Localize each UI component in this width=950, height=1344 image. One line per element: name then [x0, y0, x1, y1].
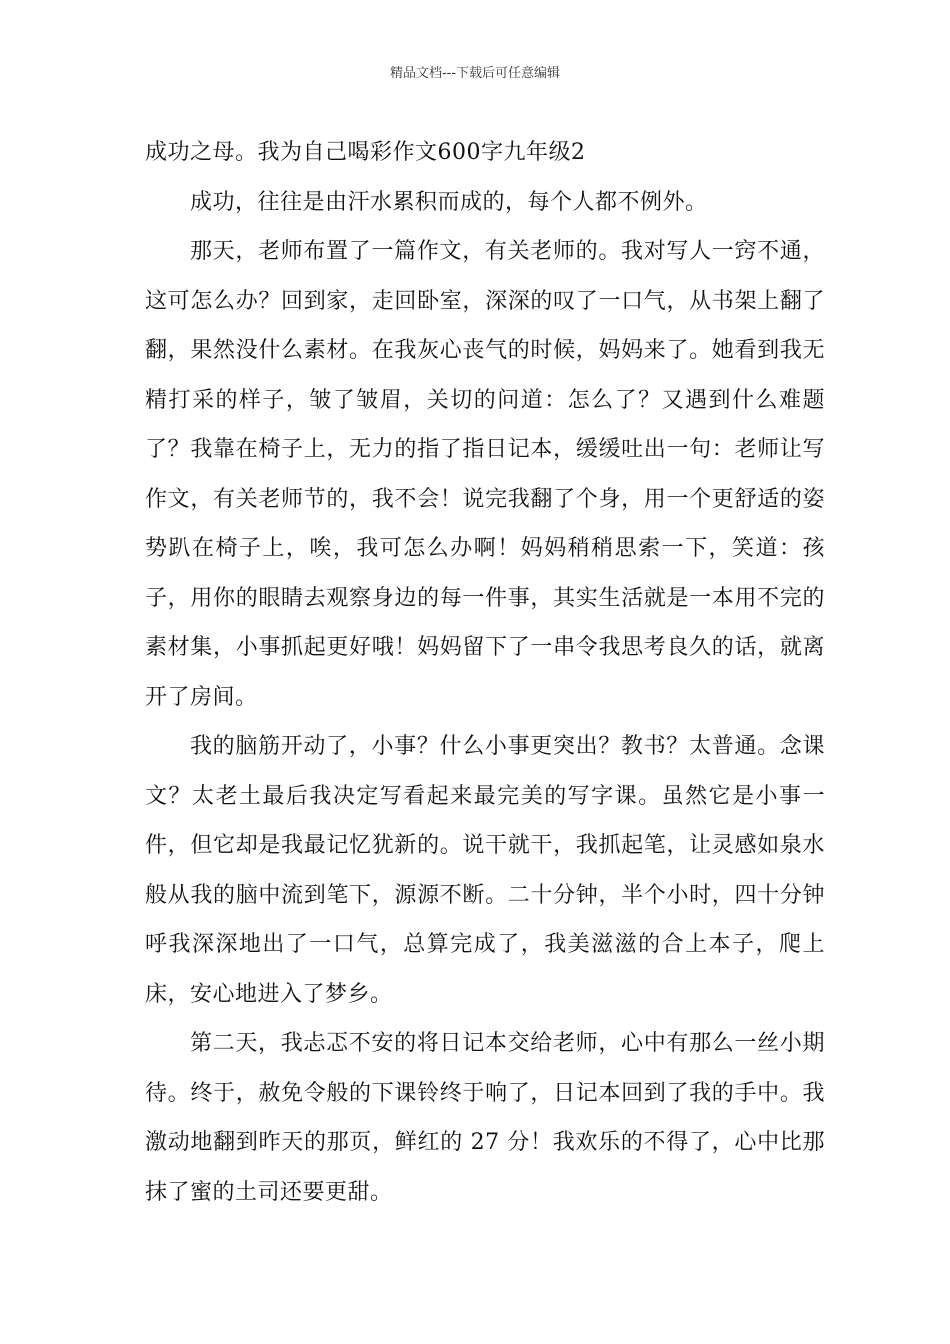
paragraph: 第二天，我忐忑不安的将日记本交给老师，心中有那么一丝小期待。终于，赦免令般的下课铃终于响了，日记本回到了我的手中。我激动地翻到昨天的那页，鲜红的 27 分！我欢乐的不得了，心中比那抹了蜜的土司还要更甜。 — [145, 1031, 825, 1205]
page-header: 精品文档---下载后可任意编辑 — [389, 66, 561, 81]
paragraph: 成功，往往是由汗水累积而成的，每个人都不例外。 — [190, 189, 708, 215]
document-body — [145, 128, 825, 1217]
paragraph: 我的脑筋开动了，小事？什么小事更突出？教书？太普通。念课文？太老土最后我决定写看起来最完美的写字课。虽然它是小事一件，但它却是我最记忆犹新的。说干就干，我抓起笔，让灵感如泉水般从我的脑中流到笔下，源源不断。二十分钟，半个小时，四十分钟呼我深深地出了一口气，总算完成了，我美滋滋的合上本子，爬上床，安心地进入了梦乡。 — [145, 734, 825, 1007]
paragraph: 那天，老师布置了一篇作文，有关老师的。我对写人一窍不通，这可怎么办？回到家，走回卧室，深深的叹了一口气，从书架上翻了翻，果然没什么素材。在我灰心丧气的时候，妈妈来了。她看到我无精打采的样子，皱了皱眉，关切的问道：怎么了？又遇到什么难题了？我靠在椅子上，无力的指了指日记本，缓缓吐出一句：老师让写作文，有关老师节的，我不会！说完我翻了个身，用一个更舒适的姿势趴在椅子上，唉，我可怎么办啊！妈妈稍稍思索一下，笑道：孩子，用你的眼睛去观察身边的每一件事，其实生活就是一本用不完的素材集，小事抓起更好哦！妈妈留下了一串令我思考良久的话，就离开了房间。 — [145, 239, 825, 710]
paragraph-title-continuation: 成功之母。我为自己喝彩作文600字九年级2 — [145, 140, 586, 165]
